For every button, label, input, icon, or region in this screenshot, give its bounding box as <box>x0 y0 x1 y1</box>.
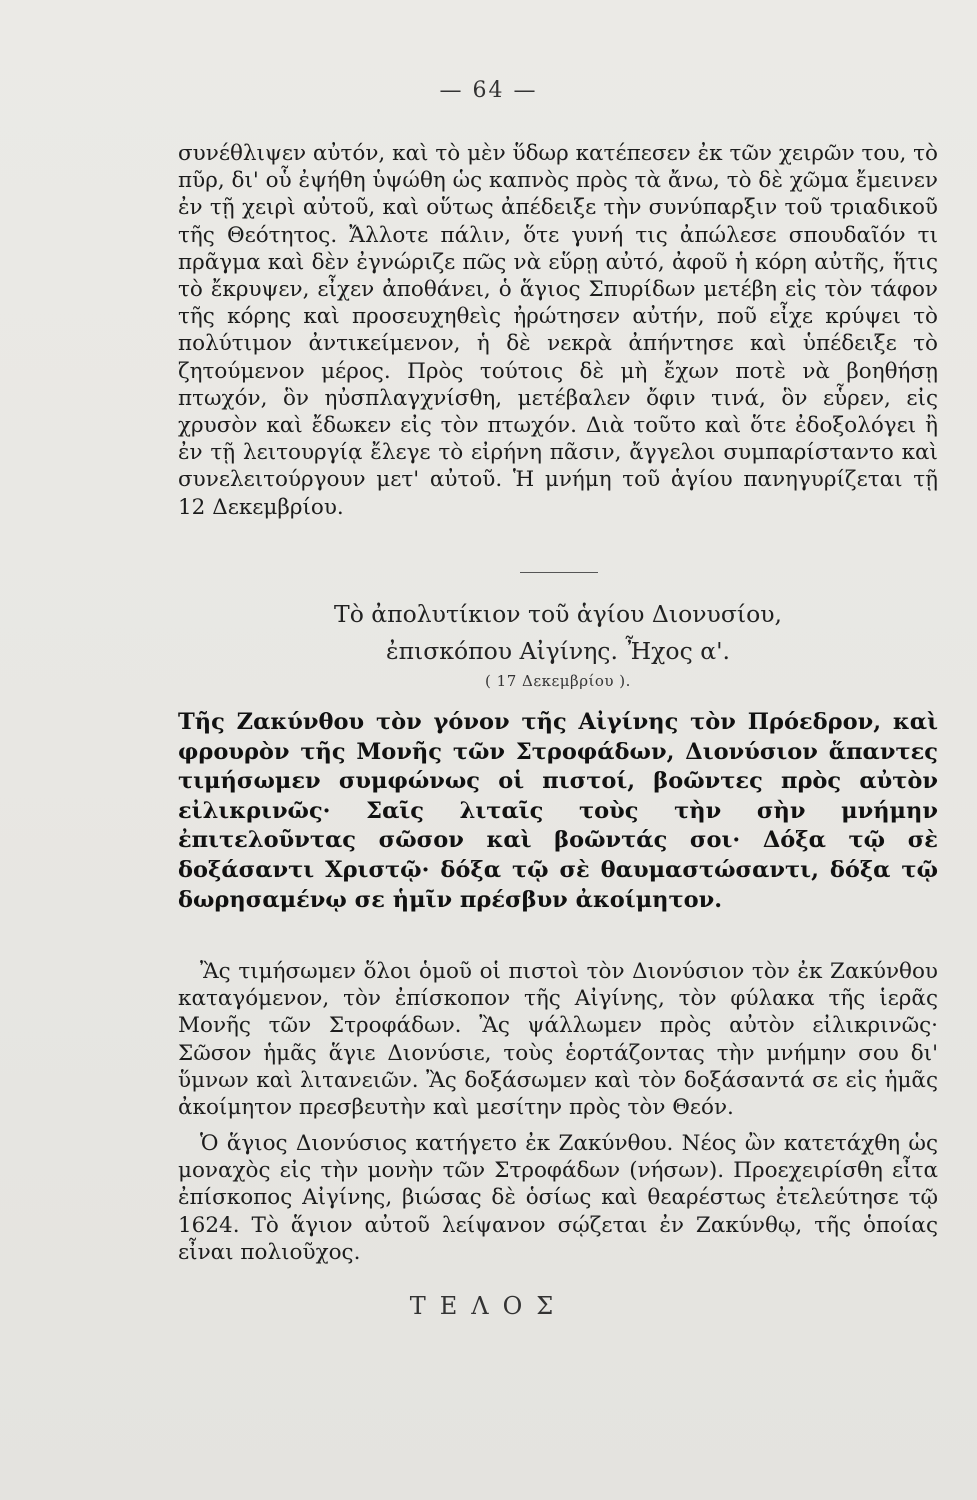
paragraph-text: Ὁ ἅγιος Διονύσιος κατήγετο ἐκ Ζακύνθου. Νέος ὢν κατετάχθη ὡς μοναχὸς εἰς τὴν μονὴν τῶν Στροφάδων (νήσων). Προεχειρίσθη εἶτα ἐπίσκοπος Αἰγίνης, βιώσας δὲ ὁσίως καὶ θεαρέστως ἐτελεύτησε τῷ 1624. Τὸ ἅγιον αὐτοῦ λείψανον σῴζεται ἐν Ζακύνθῳ, τῆς ὁποίας εἶναι πολιοῦχος. <box>178 1131 938 1265</box>
hymn-text: Τῆς Ζακύνθου τὸν γόνον τῆς Αἰγίνης τὸν Πρόεδρον, καὶ φρουρὸν τῆς Μονῆς τῶν Στροφάδων, Διονύσιον ἅπαντες τιμήσωμεν συμφώνως οἱ πιστοί, βοῶντες πρὸς αὐτὸν εἰλικρινῶς· Σαῖς λιταῖς τοὺς τὴν σὴν μνήμην ἐπιτελοῦντας σῶσον καὶ βοῶντάς σοι· Δόξα τῷ σὲ δοξάσαντι Χριστῷ· δόξα τῷ σὲ θαυμαστώσαντι, δόξα τῷ δωρησαμένῳ σε ἡμῖν πρέσβυν ἀκοίμητον. <box>178 709 938 913</box>
section-divider <box>520 572 598 573</box>
paragraph-text: συνέθλιψεν αὐτόν, καὶ τὸ μὲν ὕδωρ κατέπεσεν ἐκ τῶν χειρῶν του, τὸ πῦρ, δι' οὗ ἐψήθη ὑψώθη ὡς καπνὸς πρὸς τὰ ἄνω, τὸ δὲ χῶμα ἔμεινεν ἐν τῇ χειρὶ αὐτοῦ, καὶ οὕτως ἀπέδειξε τὴν συνύπαρξιν τοῦ τριαδικοῦ τῆς Θεότητος. Ἄλλοτε πάλιν, ὅτε γυνή τις ἀπώλεσε σπουδαῖόν τι πρᾶγμα καὶ δὲν ἐγνώριζε πῶς νὰ εὕρῃ αὐτό, ἀφοῦ ἡ κόρη αὐτῆς, ἥτις τὸ ἔκρυψεν, εἶχεν ἀποθάνει, ὁ ἅγιος Σπυρίδων μετέβη εἰς τὸν τάφον τῆς κόρης καὶ προσευχηθεὶς ἠρώτησεν αὐτήν, ποῦ εἶχε κρύψει τὸ πολύτιμον ἀντικείμενον, ἡ δὲ νεκρὰ ἀπήντησε καὶ ὑπέδειξε τὸ ζητούμενον μέρος. Πρὸς τούτοις δὲ μὴ ἔχων ποτὲ νὰ βοηθήσῃ πτωχόν, ὃν ηὐσπλαγχνίσθη, μετέβαλεν ὄφιν τινά, ὃν εὗρεν, εἰς χρυσὸν καὶ ἔδωκεν εἰς τὸν πτωχόν. Διὰ τοῦτο καὶ ὅτε ἐδοξολόγει ἢ ἐν τῇ λειτουργίᾳ ἔλεγε τὸ εἰρήνη πᾶσιν, ἄγγελοι συμπαρίσταντο καὶ συνελειτούργουν μετ' αὐτοῦ. Ἡ μνήμη τοῦ ἁγίου πανηγυρίζεται τῇ 12 Δεκεμβρίου. <box>178 141 938 520</box>
section-heading-date: ( 17 Δεκεμβρίου ). <box>485 672 631 690</box>
page-number: — 64 — <box>439 78 538 103</box>
section-heading-line-2: ἐπισκόπου Αἰγίνης. Ἦχος α'. <box>385 637 731 665</box>
body-paragraph-3 <box>178 1130 938 1266</box>
section-heading-line-1: Τὸ ἀπολυτίκιον τοῦ ἁγίου Διονυσίου, <box>334 600 782 628</box>
end-marker: ΤΕΛΟΣ <box>409 1292 568 1320</box>
paragraph-text: Ἂς τιμήσωμεν ὅλοι ὁμοῦ οἱ πιστοὶ τὸν Διονύσιον τὸν ἐκ Ζακύνθου καταγόμενον, τὸν ἐπίσκοπον τῆς Αἰγίνης, τὸν φύλακα τῆς ἱερᾶς Μονῆς τῶν Στροφάδων. Ἂς ψάλλωμεν πρὸς αὐτὸν εἰλικρινῶς· Σῶσον ἡμᾶς ἅγιε Διονύσιε, τοὺς ἑορτάζοντας τὴν μνήμην σου δι' ὕμνων καὶ λιτανειῶν. Ἂς δοξάσωμεν καὶ τὸν δοξάσαντά σε εἰς ἡμᾶς ἀκοίμητον πρεσβευτὴν καὶ μεσίτην πρὸς τὸν Θεόν. <box>178 959 938 1121</box>
body-paragraph-2 <box>178 958 938 1121</box>
body-paragraph-1 <box>178 140 938 521</box>
